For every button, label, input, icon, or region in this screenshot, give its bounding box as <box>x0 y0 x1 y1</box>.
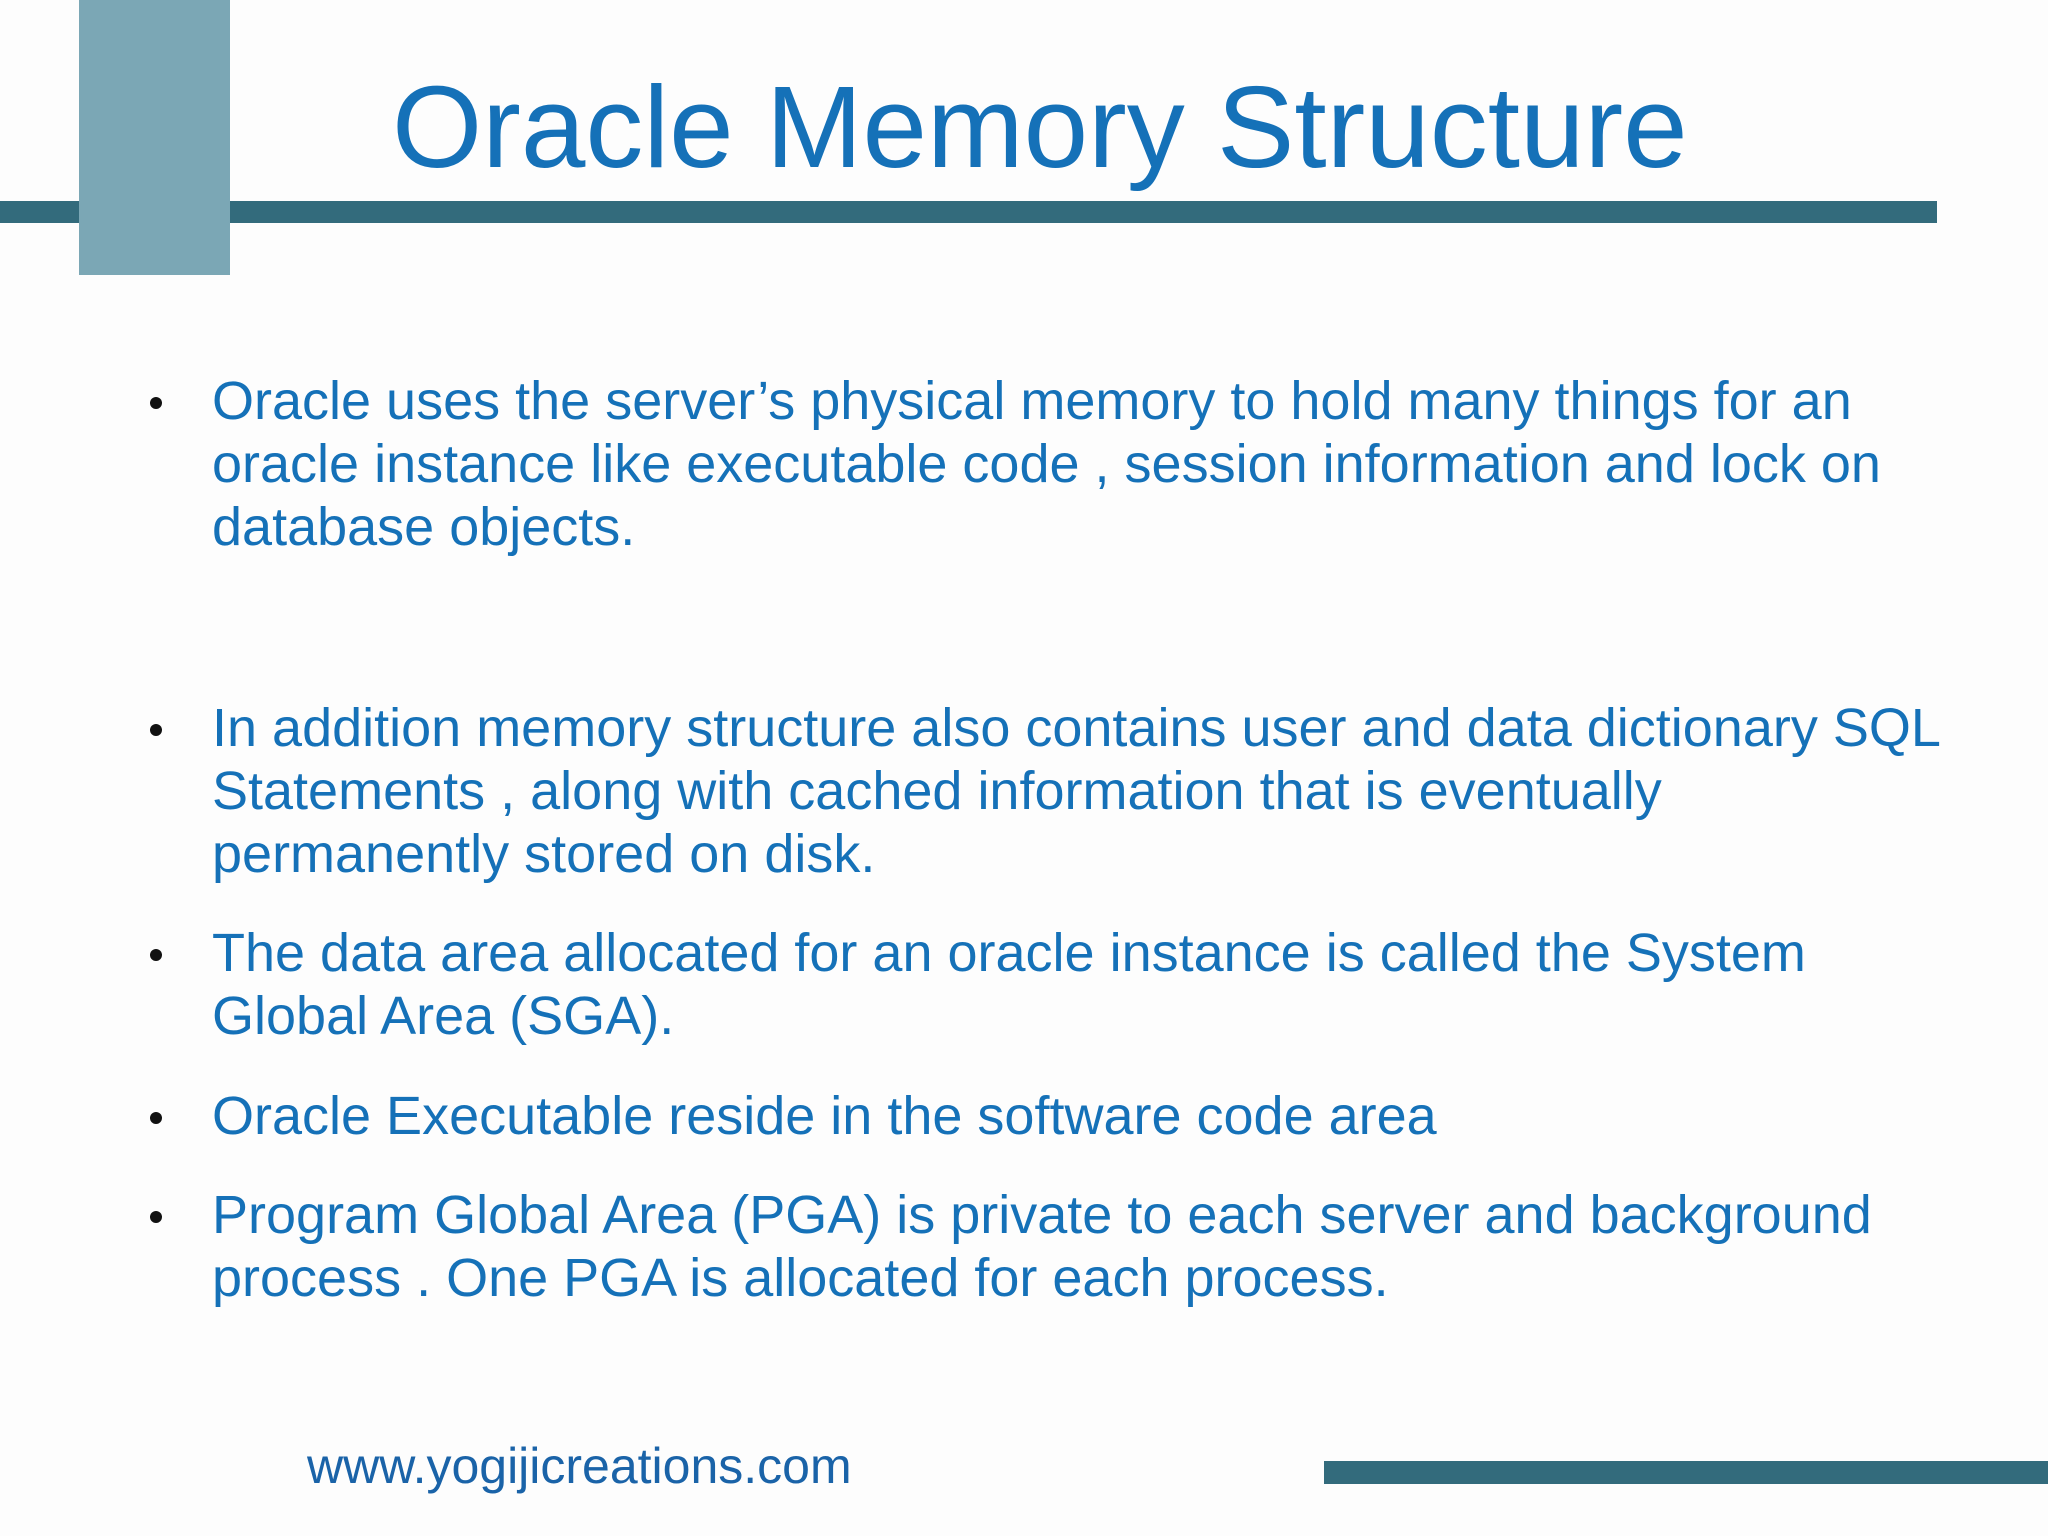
bullet-item <box>212 1085 1952 1148</box>
bullet-text: Program Global Area (PGA) is private to each server and background process . One PGA is allocated for each process. <box>212 1185 1872 1308</box>
bullet-dot-icon <box>150 397 162 409</box>
bullet-item <box>212 1184 1952 1310</box>
bullet-item <box>212 697 1952 886</box>
bullet-item <box>212 922 1952 1048</box>
footer-rule <box>1324 1461 2048 1484</box>
bullet-dot-icon <box>150 1211 162 1223</box>
bullet-text: In addition memory structure also contains user and data dictionary SQL Statements , along with cached information that is eventually permanently stored on disk. <box>212 698 1939 884</box>
decorative-accent-block <box>79 0 230 275</box>
footer-website-url: www.yogijicreations.com <box>307 1438 852 1494</box>
bullet-text: Oracle Executable reside in the software code area <box>212 1086 1437 1146</box>
bullet-dot-icon <box>150 1112 162 1124</box>
bullet-text: Oracle uses the server’s physical memory to hold many things for an oracle instance like executable code , session information and lock on database objects. <box>212 371 1881 557</box>
slide-title: Oracle Memory Structure <box>392 62 1688 192</box>
bullet-dot-icon <box>150 724 162 736</box>
bullet-dot-icon <box>150 949 162 961</box>
bullet-item <box>212 370 1952 559</box>
bullet-text: The data area allocated for an oracle instance is called the System Global Area (SGA). <box>212 923 1806 1046</box>
